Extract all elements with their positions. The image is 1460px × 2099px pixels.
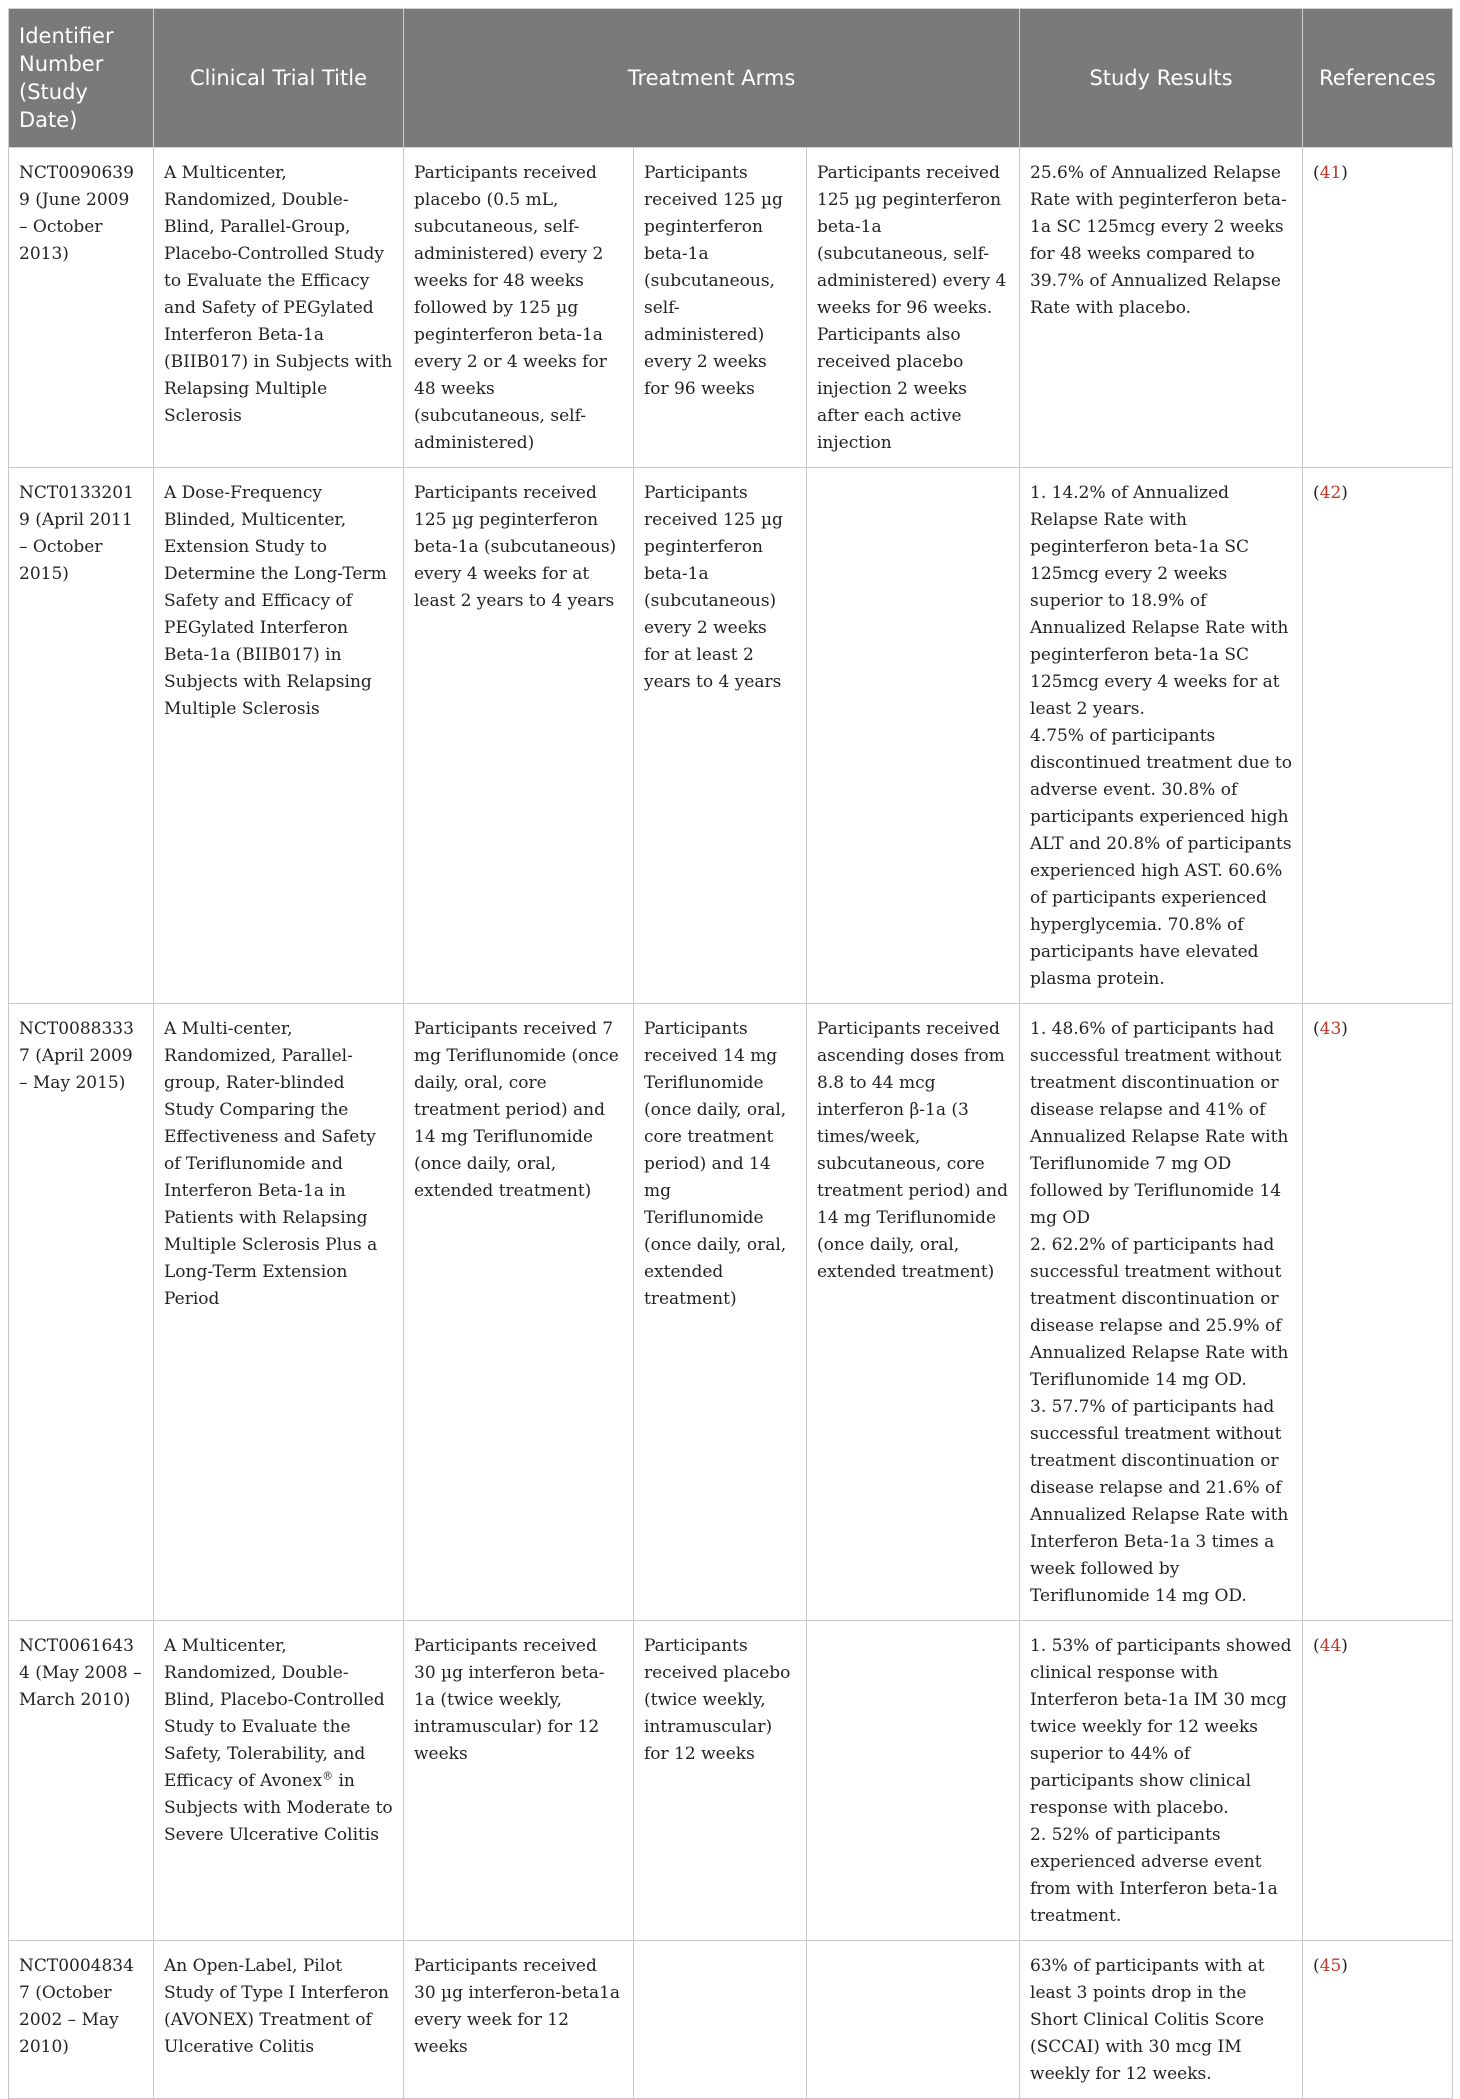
table-row bbox=[9, 1621, 1453, 1941]
reference-cell: (45) bbox=[1303, 1941, 1453, 2099]
title-text: A Multicenter, Randomized, Double-Blind, Placebo-Controlled Study to Evaluate the Safety, Tolerability, and Efficacy of Avonex bbox=[164, 1636, 385, 1791]
reference-cell: (44) bbox=[1303, 1621, 1453, 1941]
arm-2-cell bbox=[634, 1941, 807, 2099]
arm-2-cell: Participants received 125 µg peginterferon beta-1a (subcutaneous, self-administered) every 2 weeks for 96 weeks bbox=[634, 148, 807, 468]
title-text-cont: in Subjects with Moderate to Severe Ulcerative Colitis bbox=[164, 1771, 393, 1845]
header-row bbox=[9, 9, 1453, 148]
reference-cell: (41) bbox=[1303, 148, 1453, 468]
arm-2-cell: Participants received placebo (twice weekly, intramuscular) for 12 weeks bbox=[634, 1621, 807, 1941]
identifier-cell: NCT00883337 (April 2009 – May 2015) bbox=[9, 1004, 154, 1621]
results-cell: 25.6% of Annualized Relapse Rate with peginterferon beta-1a SC 125mcg every 2 weeks for 48 weeks compared to 39.7% of Annualized Relapse Rate with placebo. bbox=[1020, 148, 1303, 468]
table-row bbox=[9, 468, 1453, 1004]
arm-1-cell: Participants received 7 mg Teriflunomide (once daily, oral, core treatment period) and 14 mg Teriflunomide (once daily, oral, extended treatment) bbox=[404, 1004, 634, 1621]
results-cell: 1. 48.6% of participants had successful treatment without treatment discontinuation or disease relapse and 41% of Annualized Relapse Rate with Teriflunomide 7 mg OD followed by Teriflunomide 14 mg OD 2. 62.2% of participants had successful treatment without treatment discontinuation or disease relapse and 25.9% of Annualized Relapse Rate with Teriflunomide 14 mg OD. 3. 57.7% of participants had successful treatment without treatment discontinuation or disease relapse and 21.6% of Annualized Relapse Rate with Interferon Beta-1a 3 times a week followed by Teriflunomide 14 mg OD. bbox=[1020, 1004, 1303, 1621]
arm-2-cell: Participants received 125 µg peginterferon beta-1a (subcutaneous) every 2 weeks for at least 2 years to 4 years bbox=[634, 468, 807, 1004]
title-cell: An Open-Label, Pilot Study of Type I Interferon (AVONEX) Treatment of Ulcerative Colitis bbox=[154, 1941, 404, 2099]
title-cell: A Dose-Frequency Blinded, Multicenter, Extension Study to Determine the Long-Term Safety and Efficacy of PEGylated Interferon Beta-1a (BIIB017) in Subjects with Relapsing Multiple Sclerosis bbox=[154, 468, 404, 1004]
arm-1-cell: Participants received 30 µg interferon-beta1a every week for 12 weeks bbox=[404, 1941, 634, 2099]
registered-mark: ® bbox=[322, 1769, 334, 1783]
title-cell bbox=[154, 1621, 404, 1941]
table-row bbox=[9, 148, 1453, 468]
arm-1-cell: Participants received 30 µg interferon beta-1a (twice weekly, intramuscular) for 12 weeks bbox=[404, 1621, 634, 1941]
reference-link[interactable]: 42 bbox=[1319, 483, 1342, 503]
arm-1-cell: Participants received 125 µg peginterferon beta-1a (subcutaneous) every 4 weeks for at least 2 years to 4 years bbox=[404, 468, 634, 1004]
arm-3-cell bbox=[807, 468, 1020, 1004]
arm-3-cell bbox=[807, 1621, 1020, 1941]
results-cell: 63% of participants with at least 3 points drop in the Short Clinical Colitis Score (SCCAI) with 30 mcg IM weekly for 12 weeks. bbox=[1020, 1941, 1303, 2099]
header-title: Clinical Trial Title bbox=[154, 9, 404, 148]
reference-link[interactable]: 44 bbox=[1319, 1636, 1342, 1656]
arm-3-cell bbox=[807, 1941, 1020, 2099]
identifier-cell: NCT00048347 (October 2002 – May 2010) bbox=[9, 1941, 154, 2099]
arm-2-cell: Participants received 14 mg Teriflunomide (once daily, oral, core treatment period) and 14 mg Teriflunomide (once daily, oral, extended treatment) bbox=[634, 1004, 807, 1621]
table-row bbox=[9, 1004, 1453, 1621]
identifier-cell: NCT00906399 (June 2009 – October 2013) bbox=[9, 148, 154, 468]
identifier-cell: NCT01332019 (April 2011 – October 2015) bbox=[9, 468, 154, 1004]
header-identifier: Identifier Number (Study Date) bbox=[9, 9, 154, 148]
arm-1-cell: Participants received placebo (0.5 mL, subcutaneous, self-administered) every 2 weeks for 48 weeks followed by 125 µg peginterferon beta-1a every 2 or 4 weeks for 48 weeks (subcutaneous, self-administered) bbox=[404, 148, 634, 468]
header-references: References bbox=[1303, 9, 1453, 148]
arm-3-cell: Participants received 125 µg peginterferon beta-1a (subcutaneous, self-administered) every 4 weeks for 96 weeks. Participants also received placebo injection 2 weeks after each active injection bbox=[807, 148, 1020, 468]
reference-cell: (42) bbox=[1303, 468, 1453, 1004]
results-cell: 1. 53% of participants showed clinical response with Interferon beta-1a IM 30 mcg twice weekly for 12 weeks superior to 44% of participants show clinical response with placebo. 2. 52% of participants experienced adverse event from with Interferon beta-1a treatment. bbox=[1020, 1621, 1303, 1941]
title-cell: A Multi-center, Randomized, Parallel-group, Rater-blinded Study Comparing the Effectiveness and Safety of Teriflunomide and Interferon Beta-1a in Patients with Relapsing Multiple Sclerosis Plus a Long-Term Extension Period bbox=[154, 1004, 404, 1621]
results-cell: 1. 14.2% of Annualized Relapse Rate with peginterferon beta-1a SC 125mcg every 2 weeks superior to 18.9% of Annualized Relapse Rate with peginterferon beta-1a SC 125mcg every 4 weeks for at least 2 years. 4.75% of participants discontinued treatment due to adverse event. 30.8% of participants experienced high ALT and 20.8% of participants experienced high AST. 60.6% of participants experienced hyperglycemia. 70.8% of participants have elevated plasma protein. bbox=[1020, 468, 1303, 1004]
reference-link[interactable]: 43 bbox=[1319, 1019, 1342, 1039]
header-study-results: Study Results bbox=[1020, 9, 1303, 148]
header-treatment-arms: Treatment Arms bbox=[404, 9, 1020, 148]
title-cell: A Multicenter, Randomized, Double-Blind, Parallel-Group, Placebo-Controlled Study to Evaluate the Efficacy and Safety of PEGylated Interferon Beta-1a (BIIB017) in Subjects with Relapsing Multiple Sclerosis bbox=[154, 148, 404, 468]
reference-cell: (43) bbox=[1303, 1004, 1453, 1621]
arm-3-cell: Participants received ascending doses from 8.8 to 44 mcg interferon β-1a (3 times/week, subcutaneous, core treatment period) and 14 mg Teriflunomide (once daily, oral, extended treatment) bbox=[807, 1004, 1020, 1621]
reference-link[interactable]: 45 bbox=[1319, 1956, 1342, 1976]
identifier-cell: NCT00616434 (May 2008 – March 2010) bbox=[9, 1621, 154, 1941]
clinical-trials-table bbox=[8, 8, 1453, 2099]
table-row bbox=[9, 1941, 1453, 2099]
reference-link[interactable]: 41 bbox=[1319, 163, 1342, 183]
